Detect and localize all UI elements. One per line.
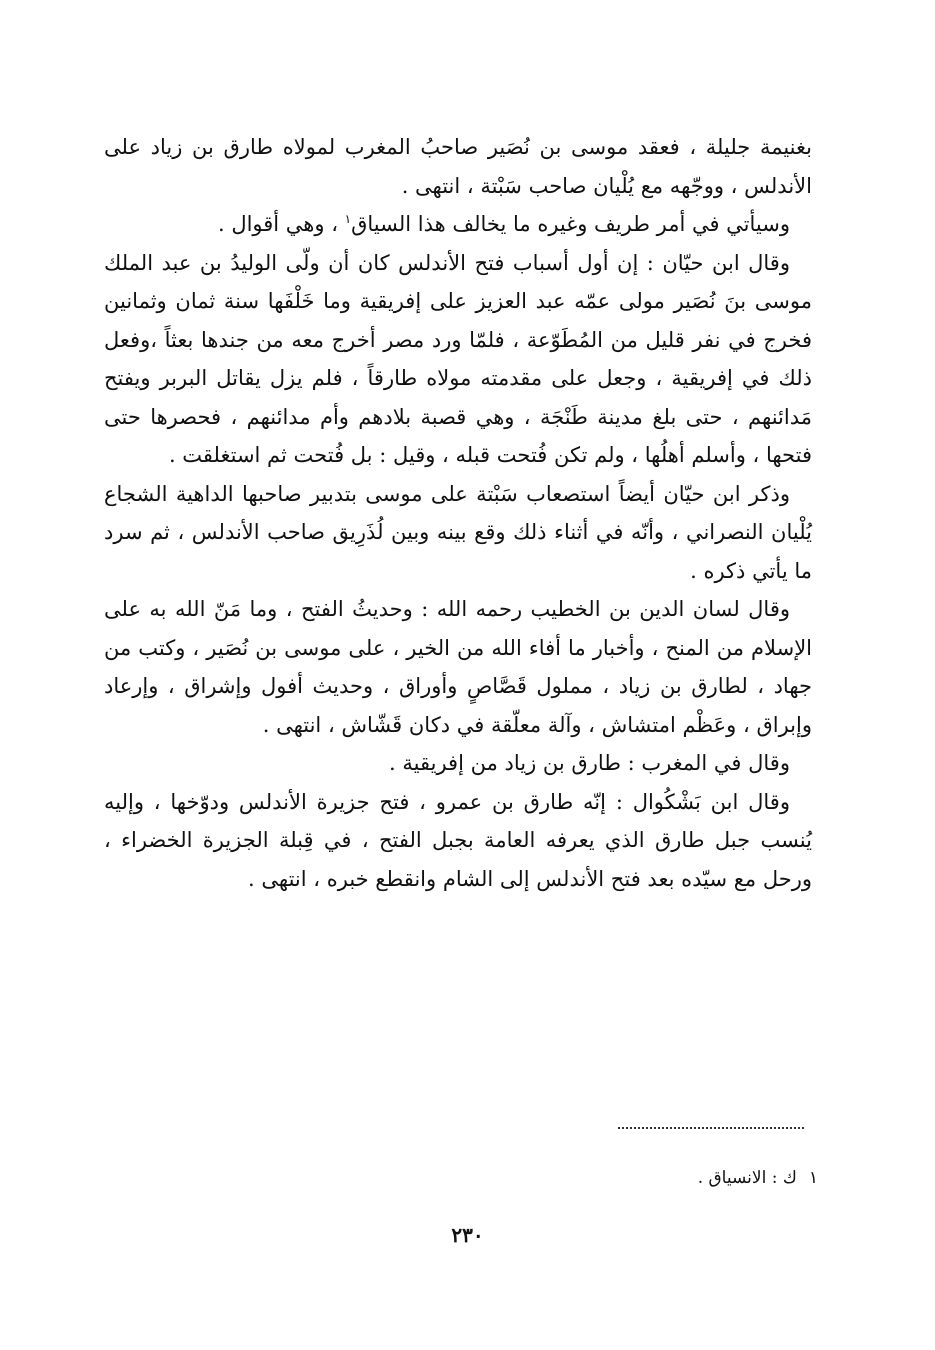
paragraph-3: وقال ابن حيّان : إن أول أسباب فتح الأندلس كان أن ولّى الوليدُ بن عبد الملك موسى بنَ نُصَير مولى عمّه عبد العزيز على إفريقية وما خَلْفَها سنة ثمان وثمانين فخرج في نفر قليل من المُطَوّعة ، فلمّا ورد مصر أخرج معه من جندها بعثاً ،وفعل ذلك في إفريقية ، وجعل على مقدمته مولاه طارقاً ، فلم يزل يقاتل البربر ويفتح مَدائنهم ، حتى بلغ مدينة طَنْجَة ، وهي قصبة بلادهم وأم مدائنهم ، فحصرها حتى فتحها ، وأسلم أهلُها ، ولم تكن فُتحت قبله ، وقيل : بل فُتحت ثم استغلقت . <box>104 250 812 467</box>
paragraph-5: وقال لسان الدين بن الخطيب رحمه الله : وحديثُ الفتح ، وما مَنّ الله به على الإسلام من المنح ، وأخبار ما أفاء الله من الخير ، على موسى بن نُصَير ، وكتب من جهاد ، لطارق بن زياد ، مملول قَصَّاصٍ وأوراق ، وحديث أفول وإشراق ، وإرعاد وإبراق ، وعَظْم امتشاش ، وآلة معلّقة في دكان قَشّاش ، انتهى . <box>104 597 812 737</box>
footnote-marker: ١ <box>344 212 352 226</box>
footnote <box>698 1166 818 1190</box>
footnote-separator <box>618 1127 804 1129</box>
paragraph-1: بغنيمة جليلة ، فعقد موسى بن نُصَير صاحبُ المغرب لمولاه طارق بن زياد على الأندلس ، ووجّهه مع يُلْيان صاحب سَبْتة ، انتهى . <box>104 135 812 198</box>
paragraph-7: وقال ابن بَشْكُوال : إنّه طارق بن عمرو ، فتح جزيرة الأندلس ودوّخها ، وإليه يُنسب جبل طارق الذي يعرفه العامة بجبل الفتح ، في قِبلة الجزيرة الخضراء ، ورحل مع سيّده بعد فتح الأندلس إلى الشام وانقطع خبره ، انتهى . <box>104 789 812 891</box>
paragraph-2-text: وسيأتي في أمر طريف وغيره ما يخالف هذا السياق <box>351 212 790 236</box>
paragraph-2 <box>104 205 812 244</box>
paragraph-6: وقال في المغرب : طارق بن زياد من إفريقية . <box>389 751 790 775</box>
page-number: ٢٣٠ <box>451 1223 484 1247</box>
paragraph-2-tail: ، وهي أقوال . <box>217 212 345 236</box>
body-text <box>104 128 812 898</box>
footnote-text: ك : الانسياق . <box>697 1168 797 1188</box>
footnote-number: ١ <box>808 1168 818 1188</box>
paragraph-4: وذكر ابن حيّان أيضاً استصعاب سَبْتة على موسى بتدبير صاحبها الداهية الشجاع يُلْيان النصراني ، وأنّه في أثناء ذلك وقع بينه وبين لُذَرِيق صاحب الأندلس ، ثم سرد ما يأتي ذكره . <box>104 481 812 583</box>
